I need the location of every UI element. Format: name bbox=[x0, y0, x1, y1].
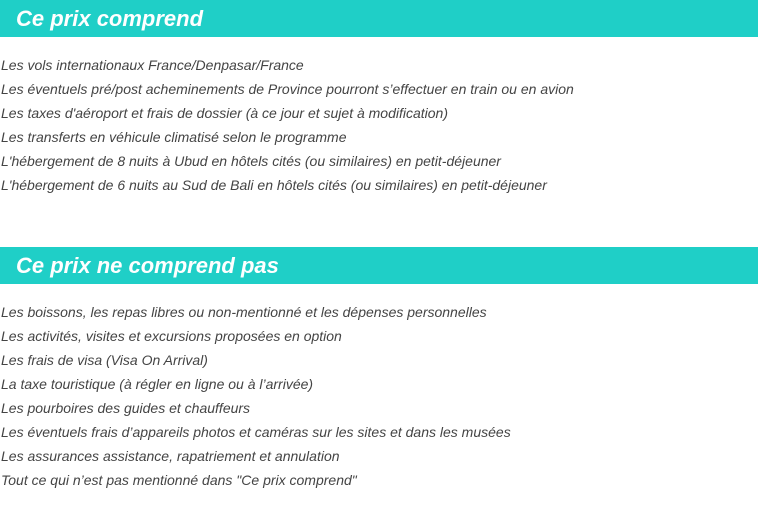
list-item: Les activités, visites et excursions proposées en option bbox=[1, 328, 342, 344]
list-item: Les éventuels pré/post acheminements de Province pourront s’effectuer en train ou en avion bbox=[1, 81, 574, 97]
list-item: Les vols internationaux France/Denpasar/France bbox=[1, 57, 304, 73]
section-title-excludes: Ce prix ne comprend pas bbox=[0, 247, 758, 284]
list-item: Les frais de visa (Visa On Arrival) bbox=[1, 352, 208, 368]
excludes-list bbox=[0, 300, 511, 492]
list-item: Les éventuels frais d’appareils photos et caméras sur les sites et dans les musées bbox=[1, 424, 511, 440]
list-item: Les boissons, les repas libres ou non-mentionné et les dépenses personnelles bbox=[1, 304, 487, 320]
list-item: Les assurances assistance, rapatriement et annulation bbox=[1, 448, 340, 464]
includes-list bbox=[0, 53, 574, 197]
section-title-includes: Ce prix comprend bbox=[0, 0, 758, 37]
list-item: Les taxes d'aéroport et frais de dossier (à ce jour et sujet à modification) bbox=[1, 105, 449, 121]
list-item: La taxe touristique (à régler en ligne ou à l’arrivée) bbox=[1, 376, 314, 392]
list-item: Les pourboires des guides et chauffeurs bbox=[1, 400, 251, 416]
list-item: Les transferts en véhicule climatisé selon le programme bbox=[1, 129, 347, 145]
list-item: Tout ce qui n’est pas mentionné dans "Ce prix comprend" bbox=[1, 472, 357, 488]
list-item: L'hébergement de 8 nuits à Ubud en hôtels cités (ou similaires) en petit-déjeuner bbox=[1, 153, 501, 169]
list-item: L'hébergement de 6 nuits au Sud de Bali en hôtels cités (ou similaires) en petit-déjeuner bbox=[1, 177, 547, 193]
